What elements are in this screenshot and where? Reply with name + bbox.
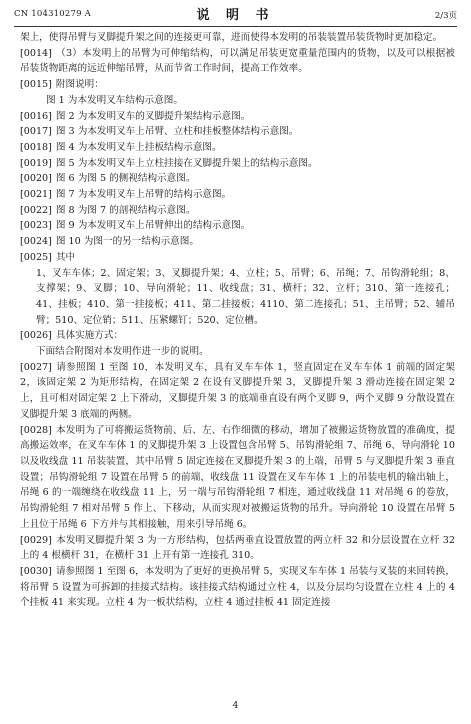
paragraph-text: 图 1 为本发明叉车结构示意图。	[46, 94, 183, 106]
paragraph-text: 下面结合附图对本发明作进一步的说明。	[36, 346, 209, 358]
paragraph-number: [0018]	[20, 141, 52, 153]
paragraph-number: [0022]	[20, 204, 52, 216]
paragraph-text: 图 8 为图 7 的剖视结构示意图。	[55, 204, 196, 216]
paragraph-text: 图 4 为本发明叉车上挂板结构示意图。	[55, 141, 222, 153]
page-indicator: 2/3页	[434, 11, 457, 21]
page-number: 4	[232, 701, 239, 711]
paragraph-text: 图 2 为本发明叉车的叉脚提升架结构示意图。	[55, 110, 251, 122]
paragraph-number: [0028]	[20, 424, 52, 436]
paragraph-number: [0015]	[20, 79, 52, 91]
paragraph-text: 图 7 为本发明叉车上吊臂的结构示意图。	[55, 189, 232, 201]
paragraph-text: 请参照图 1 至图 10，本发明叉车，具有叉车车体 1，竖直固定在叉车车体 1 前端的固定架 2，该固定架 2 为矩形结构，在固定架 2 在设有叉脚提升架 3，叉脚提升架 3 滑动连接在固定架 2 上，且可相对固定架 2 上下滑动，叉脚提升架 3 的底端垂直设有两个叉脚 9，两个叉脚 9 分散设置在叉脚提升架 3 底端的两侧。	[20, 361, 455, 420]
paragraph-text: 图 9 为本发明叉车上吊臂伸出的结构示意图。	[55, 220, 251, 232]
paragraph-text: 本发明叉脚提升架 3 为一方形结构，包括两垂直设置放置的两立杆 32 和分层设置在立杆 32 上的 4 根横杆 31，在横杆 31 上开有第一连接孔 310。	[20, 534, 455, 562]
paragraph-number: [0030]	[20, 565, 52, 577]
paragraph	[20, 93, 455, 109]
paragraph-text: 1、叉车车体；2、固定架；3、叉脚提升架；4、立柱；5、吊臂；6、吊绳；7、吊钩滑轮组；8、支撑架；9、叉脚；10、导向滑轮；11、收线盘；31、横杆；32、立杆；310、第一连接孔；41、挂板；410、第一挂接板；411、第二挂接板；4110、第二连接孔；51、主吊臂；52、辅吊臂；510、定位销；511、压紧螺钉；520、定位槽。	[36, 267, 455, 326]
paragraph-text: 图 5 为本发明叉车上立柱挂接在叉脚提升架上的结构示意图。	[55, 157, 318, 169]
paragraph	[20, 187, 455, 203]
paragraph-number: [0014]	[20, 47, 52, 59]
paragraph	[20, 344, 455, 360]
paragraph	[20, 266, 455, 329]
header-divider	[14, 26, 457, 27]
paragraph-text: 具体实施方式：	[55, 330, 124, 342]
paragraph-number: [0017]	[20, 126, 52, 138]
paragraph	[20, 203, 455, 219]
paragraph-text: （3）本发明上的吊臂为可伸缩结构，可以满足吊装更宽重量范围内的货物，以及可以根据被吊装货物距离的远近伸缩吊臂，从而节省工作时间，提高工作效率。	[20, 47, 455, 75]
publication-number: CN 104310279 A	[14, 9, 91, 19]
paragraph	[20, 564, 455, 611]
paragraph	[20, 140, 455, 156]
paragraph-number: [0016]	[20, 110, 52, 122]
paragraph	[20, 250, 455, 266]
paragraph-text: 图 10 为图一的另一结构示意图。	[55, 236, 199, 248]
paragraph-number: [0021]	[20, 189, 52, 201]
paragraph-text: 本发明为了可将搬运货物前、后、左、右作细微的移动，增加了被搬运货物放置的准确度，提高搬运效率，在叉车车体 1 的叉脚提升架 3 上设置包含吊臂 5、吊钩滑轮组 7、吊绳 6、导向滑轮 10 以及收线盘 11 吊装装置，其中吊臂 5 固定连接在叉脚提升架 3 的上端，吊臂 5 与叉脚提升架 3 垂直设置；吊钩滑轮组 7 设置在吊臂 5 的前端，收线盘 11 设置在叉车车体 1 上的吊装电机的输出轴上，吊绳 6 的一端缠绕在收线盘 11 上，另一端与吊钩滑轮组 7 相连，通过收线盘 11 对吊绳 6 的卷放，吊钩滑轮组 7 相对吊臂 5 作上、下移动，从而实现对被搬运货物的吊升。导向滑轮 10 设置在吊臂 5 上且位于吊绳 6 下方并与其相接触，用来引导吊绳 6。	[20, 424, 455, 530]
paragraph-text: 附图说明：	[55, 79, 104, 91]
paragraph-number: [0029]	[20, 534, 52, 546]
paragraph	[20, 234, 455, 250]
paragraph	[20, 218, 455, 234]
paragraph-text: 图 6 为图 5 的侧视结构示意图。	[55, 173, 196, 185]
paragraph	[20, 423, 455, 533]
paragraph-text: 其中	[55, 251, 76, 263]
paragraph-number: [0019]	[20, 157, 52, 169]
paragraph-number: [0023]	[20, 220, 52, 232]
paragraph-number: [0027]	[20, 361, 52, 373]
paragraph-text: 图 3 为本发明叉车上吊臂、立柱和挂板整体结构示意图。	[55, 126, 299, 138]
paragraph-number: [0020]	[20, 173, 52, 185]
document-body	[20, 30, 455, 611]
paragraph	[20, 124, 455, 140]
paragraph	[20, 109, 455, 125]
paragraph-number: [0025]	[20, 251, 52, 263]
paragraph-text: 请参照图 1 至图 6，本发明为了更好的更换吊臂 5，实现叉车车体 1 吊装与叉装的来回转换，将吊臂 5 设置为可拆卸的挂接式结构。该挂接式结构通过立柱 4，以及分层均匀设置在立柱 4 上的 4 个挂板 41 来实现。立柱 4 为一板状结构，立柱 4 通过挂板 41 固定连接	[20, 565, 455, 609]
paragraph	[20, 360, 455, 423]
paragraph	[20, 156, 455, 172]
document-title: 说 明 书	[196, 8, 275, 23]
paragraph-number: [0024]	[20, 236, 52, 248]
paragraph	[20, 171, 455, 187]
paragraph	[20, 328, 455, 344]
paragraph-text: 架上，使得吊臂与叉脚提升架之间的连接更可靠，进而使得本发明的吊装装置吊装货物时更加稳定。	[20, 32, 443, 43]
paragraph-number: [0026]	[20, 330, 52, 342]
page-header	[14, 4, 457, 24]
paragraph	[20, 533, 455, 564]
paragraph	[20, 30, 455, 46]
paragraph	[20, 77, 455, 93]
paragraph	[20, 46, 455, 77]
